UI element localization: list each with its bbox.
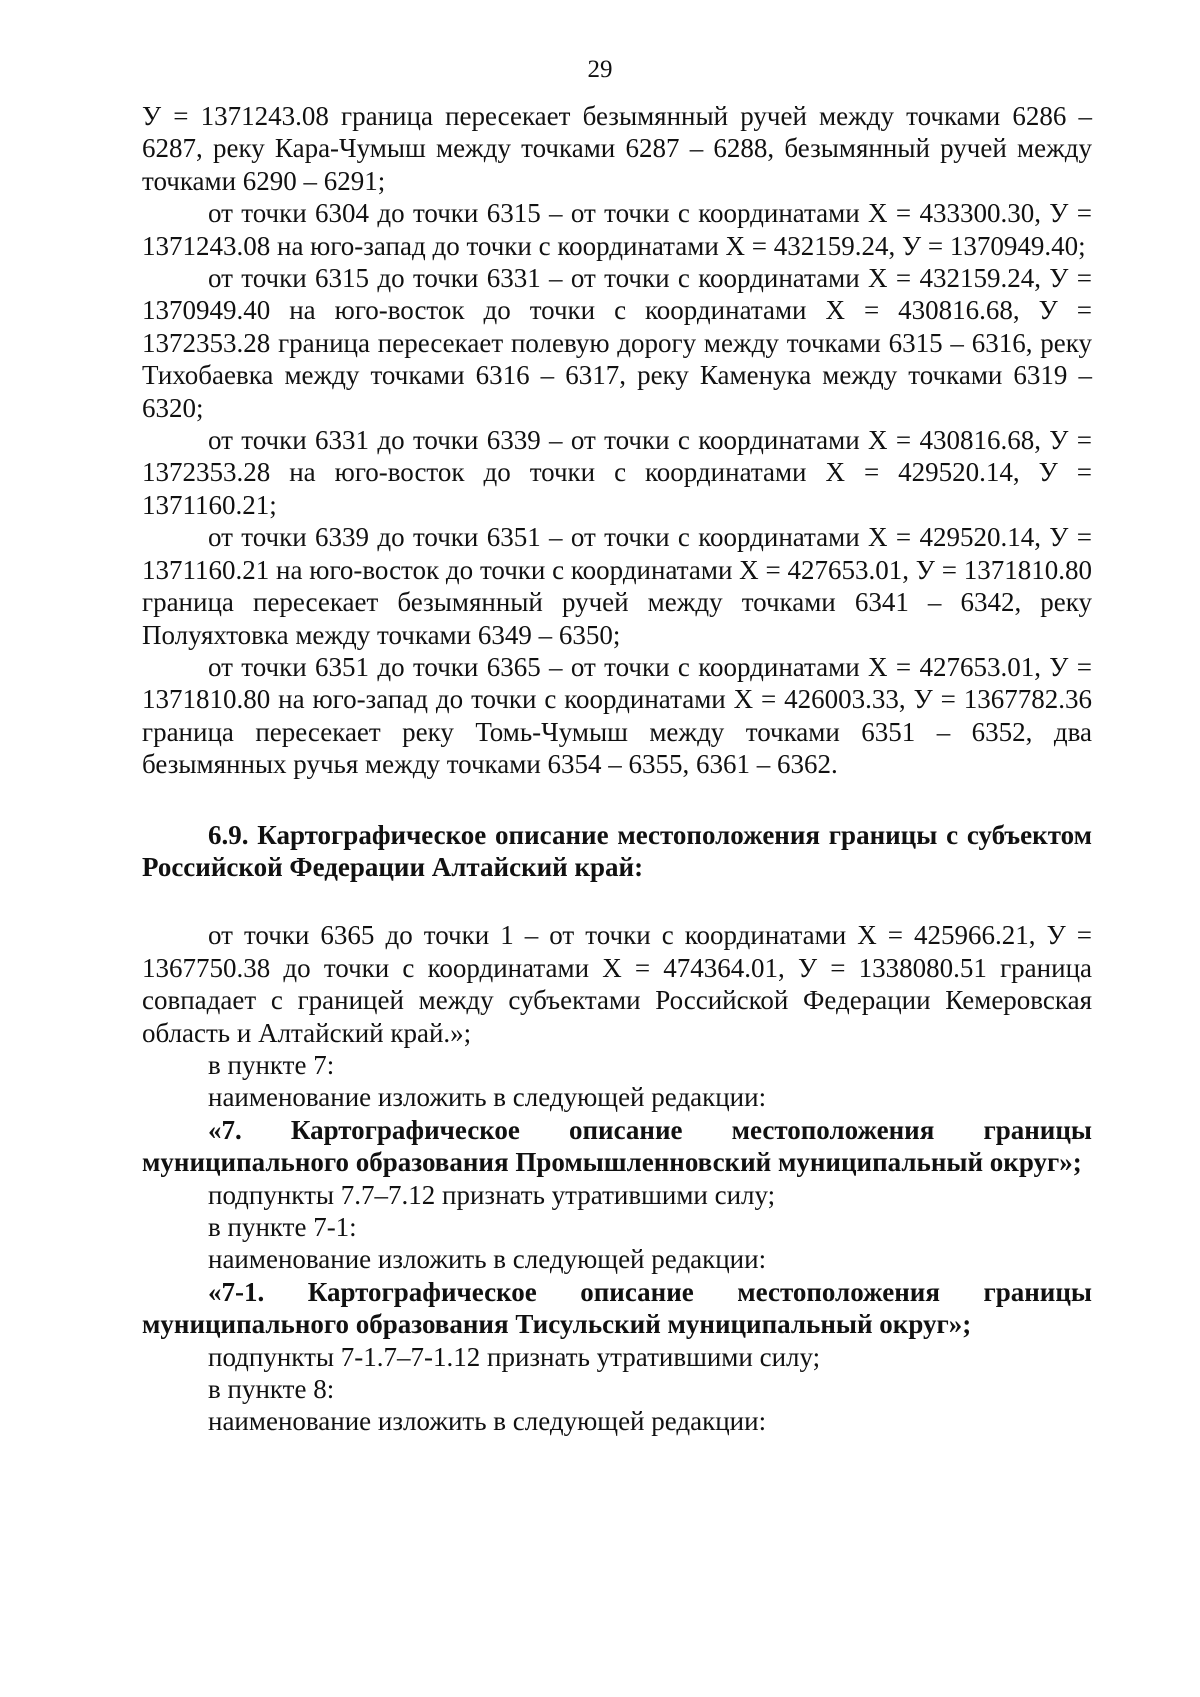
paragraph-rename-instruction: наименование изложить в следующей редакции: [208,1406,767,1437]
heading-item-7: «7. Картографическое описание местоположения границы муниципального образования Промышленновский муниципальный округ»; [142,1114,1092,1178]
paragraph-points-6365-1: от точки 6365 до точки 1 – от точки с координатами Х = 425966.21, У = 1367750.38 до точки с координатами Х = 474364.01, У = 1338080.51 граница совпадает с границей между субъектами Российской Федерации Кемеровская область и Алтайский край.»; [142,920,1092,1048]
paragraph-subitems-7-1-repealed: подпункты 7-1.7–7-1.12 признать утратившими силу; [208,1341,821,1372]
paragraph-points-6351-6365: от точки 6351 до точки 6365 – от точки с координатами Х = 427653.01, У = 1371810.80 на юго-запад до точки с координатами Х = 426003.33, У = 1367782.36 граница пересекает реку Томь-Чумыш между точками 6351 – 6352, два безымянных ручья между точками 6354 – 6355, 6361 – 6362. [142,651,1092,780]
paragraph-item-7-1: в пункте 7-1: [208,1212,357,1242]
paragraph-item-8: в пункте 8: [208,1374,335,1405]
heading-item-7-1: «7-1. Картографическое описание местоположения границы муниципального образования Тисульский муниципальный округ»; [142,1276,1092,1340]
section-heading-6-9: 6.9. Картографическое описание местоположения границы с субъектом Российской Федерации Алтайский край: [142,819,1092,882]
paragraph-subitems-7-repealed: подпункты 7.7–7.12 признать утратившими силу; [208,1179,776,1210]
paragraph-points-6339-6351: от точки 6339 до точки 6351 – от точки с координатами Х = 429520.14, У = 1371160.21 на юго-восток до точки с координатами Х = 427653.01, У = 1371810.80 граница пересекает безымянный ручей между точками 6341 – 6342, реку Полуяхтовка между точками 6349 – 6350; [142,522,1092,650]
paragraph-points-6331-6339: от точки 6331 до точки 6339 – от точки с координатами Х = 430816.68, У = 1372353.28 на юго-восток до точки с координатами Х = 429520.14, У = 1371160.21; [142,425,1092,520]
page-number: 29 [587,56,613,83]
document-body [142,100,1092,1438]
paragraph-rename-instruction: наименование изложить в следующей редакции: [208,1244,767,1275]
paragraph-item-7: в пункте 7: [208,1049,335,1080]
paragraph-points-6304-6315: от точки 6304 до точки 6315 – от точки с координатами Х = 433300.30, У = 1371243.08 на юго-запад до точки с координатами Х = 432159.24, У = 1370949.40; [142,198,1092,261]
paragraph-points-6315-6331: от точки 6315 до точки 6331 – от точки с координатами Х = 432159.24, У = 1370949.40 на юго-восток до точки с координатами Х = 430816.68, У = 1372353.28 граница пересекает полевую дорогу между точками 6315 – 6316, реку Тихобаевка между точками 6316 – 6317, реку Каменука между точками 6319 – 6320; [142,263,1092,423]
paragraph-boundary-continuation: У = 1371243.08 граница пересекает безымянный ручей между точками 6286 – 6287, реку Кара-Чумыш между точками 6287 – 6288, безымянный ручей между точками 6290 – 6291; [142,101,1092,196]
paragraph-rename-instruction: наименование изложить в следующей редакции: [208,1082,767,1113]
